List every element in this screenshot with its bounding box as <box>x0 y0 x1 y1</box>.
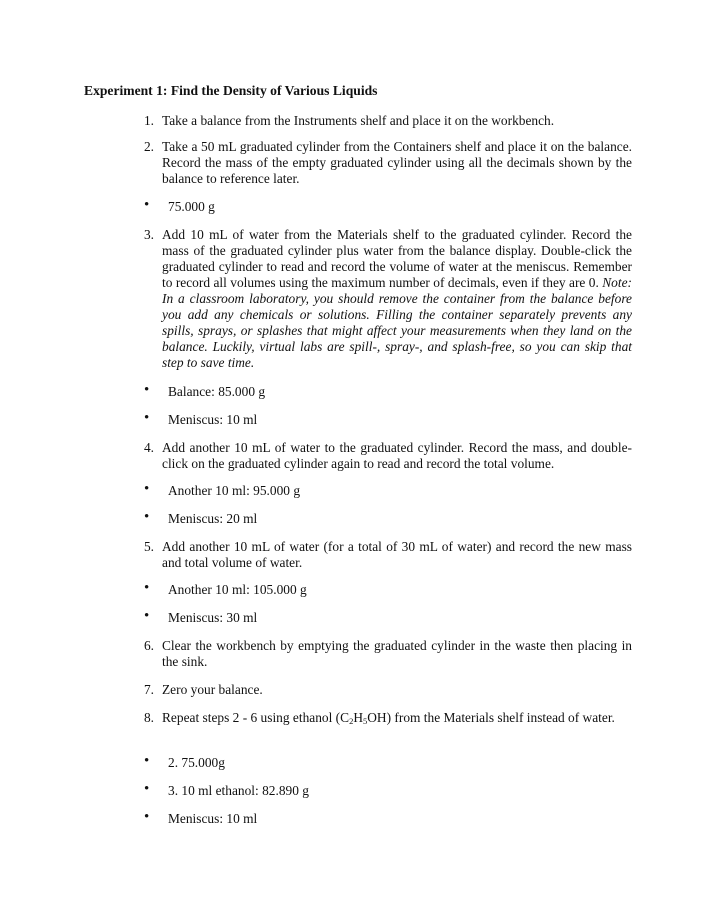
step-text-part: OH) from the Materials shelf instead of water. <box>367 710 615 725</box>
bullet-icon: • <box>144 481 150 497</box>
bullet-icon: • <box>144 197 150 213</box>
step-text: Add another 10 mL of water to the graduated cylinder. Record the mass, and double-click on the graduated cylinder again to read and record the total volume. <box>162 440 632 471</box>
step-text-part: H <box>353 710 363 725</box>
recorded-value: 3. 10 ml ethanol: 82.890 g <box>168 783 309 798</box>
step-main-text: Add 10 mL of water from the Materials shelf to the graduated cylinder. Record the mass of the graduated cylinder plus water from the balance display. Double-click the graduated cylinder to read and record the volume of water at the meniscus. Remember to record all volumes using the maximum number of decimals, even if they are 0. <box>162 227 632 290</box>
step-text: Clear the workbench by emptying the graduated cylinder in the waste then placing in the sink. <box>162 638 632 669</box>
step-text: Zero your balance. <box>162 682 263 697</box>
step-text: Add another 10 mL of water (for a total of 30 mL of water) and record the new mass and total volume of water. <box>162 539 632 570</box>
recorded-value: 75.000 g <box>168 199 215 214</box>
recorded-value: Another 10 ml: 95.000 g <box>168 483 301 498</box>
step-number: 8. <box>143 710 154 725</box>
bullet-icon: • <box>144 753 150 769</box>
recorded-value: Meniscus: 20 ml <box>168 511 258 526</box>
subscript: 2 <box>349 716 354 726</box>
bullet-icon: • <box>144 608 150 624</box>
recorded-value: Meniscus: 10 ml <box>168 412 258 427</box>
bullet-icon: • <box>144 809 150 825</box>
recorded-value: Meniscus: 30 ml <box>168 610 258 625</box>
step-text <box>162 710 632 729</box>
step-text-part: Repeat steps 2 - 6 using ethanol (C <box>162 710 350 725</box>
experiment-title: Experiment 1: Find the Density of Various Liquids <box>84 83 378 98</box>
recorded-value: Balance: 85.000 g <box>168 384 266 399</box>
recorded-value: 2. 75.000g <box>168 755 225 770</box>
step-number: 2. <box>143 139 154 154</box>
step-note: Note: In a classroom laboratory, you should remove the container from the balance before you add any chemicals or solutions. Filling the container separately prevents any spills, sprays, or splashes that might affect your measurements when they land on the balance. Luckily, virtual labs are spill-, spray-, and splash-free, so you can skip that step to save time. <box>162 275 632 370</box>
step-number: 5. <box>143 539 154 554</box>
step-number: 1. <box>143 113 154 128</box>
bullet-icon: • <box>144 410 150 426</box>
step-number: 3. <box>143 227 154 242</box>
step-text: Take a 50 mL graduated cylinder from the Containers shelf and place it on the balance. Record the mass of the empty graduated cylinder using all the decimals shown by the balance to reference later. <box>162 139 632 186</box>
step-number: 6. <box>143 638 154 653</box>
subscript: 5 <box>363 716 368 726</box>
step-number: 7. <box>143 682 154 697</box>
bullet-icon: • <box>144 781 150 797</box>
recorded-value: Another 10 ml: 105.000 g <box>168 582 307 597</box>
step-text: Take a balance from the Instruments shelf and place it on the workbench. <box>162 113 555 128</box>
bullet-icon: • <box>144 382 150 398</box>
recorded-value: Meniscus: 10 ml <box>168 811 258 826</box>
bullet-icon: • <box>144 509 150 525</box>
step-text <box>162 227 632 371</box>
step-number: 4. <box>143 440 154 455</box>
bullet-icon: • <box>144 580 150 596</box>
